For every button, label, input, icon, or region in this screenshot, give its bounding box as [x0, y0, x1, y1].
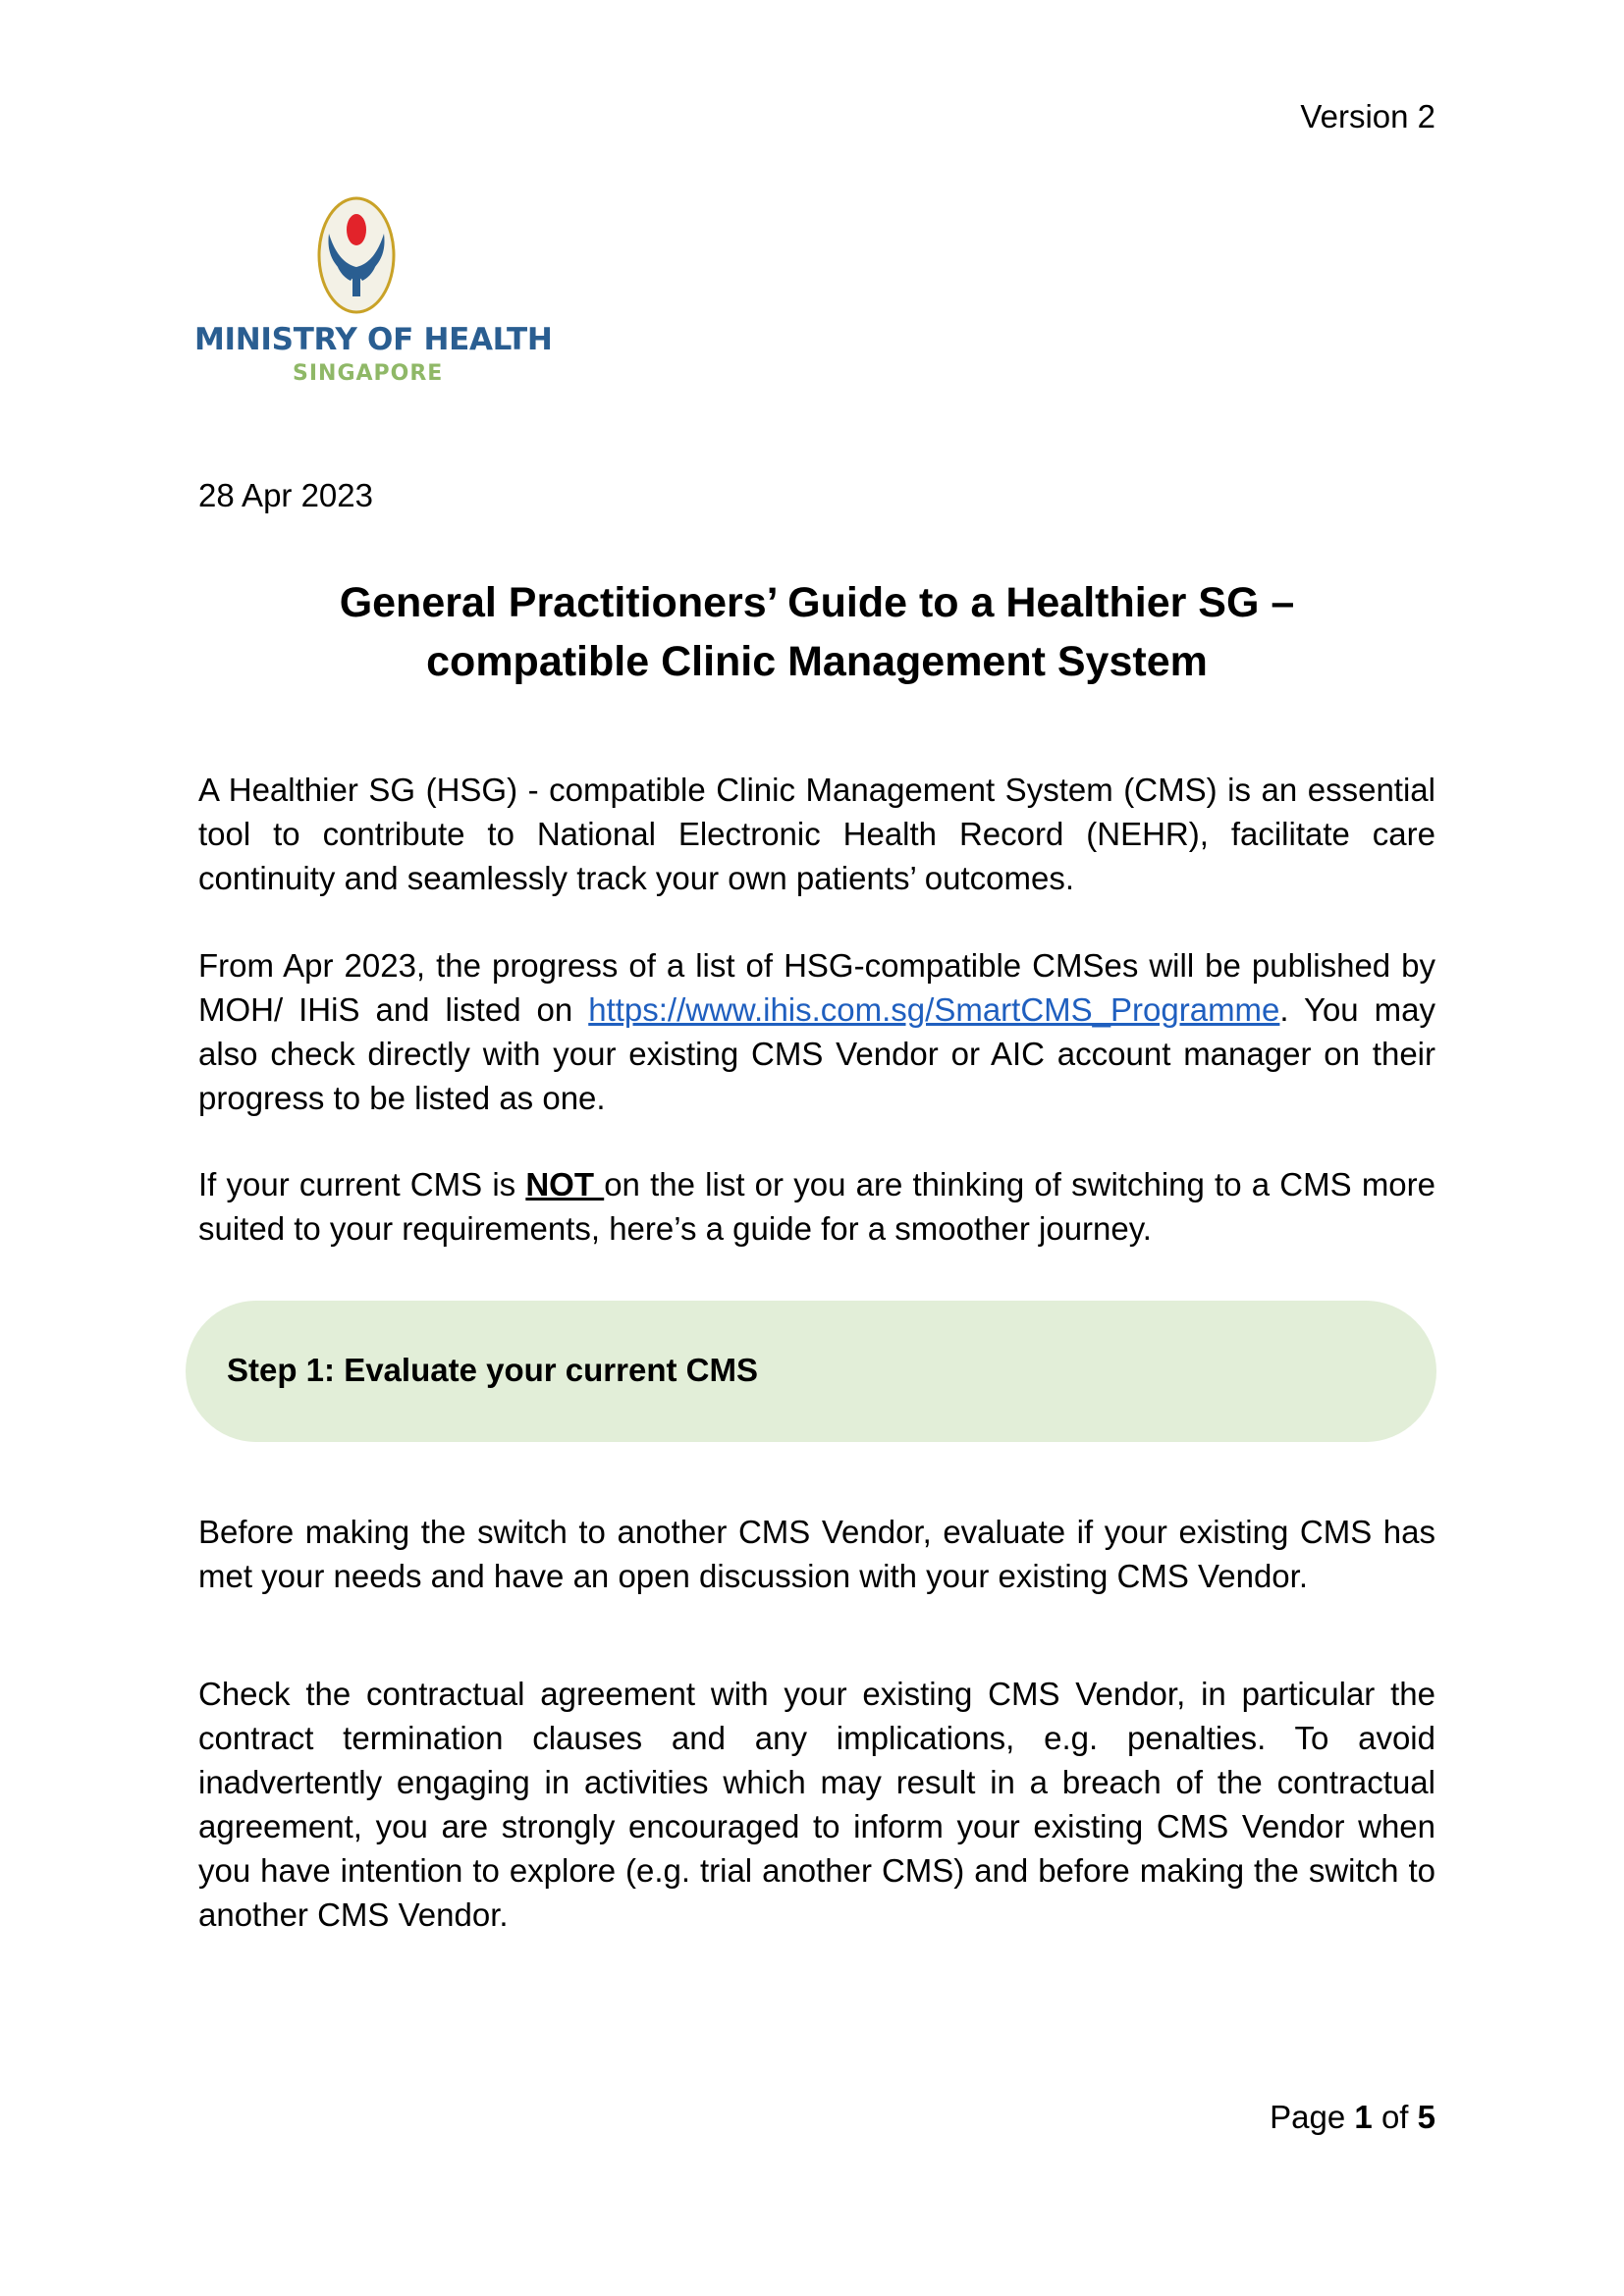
version-label: Version 2: [1300, 98, 1435, 134]
title-line-1: General Practitioners’ Guide to a Healthier SG –: [339, 579, 1295, 626]
paragraph-not-text-1: If your current CMS is: [198, 1166, 526, 1202]
page-current: 1: [1354, 2099, 1373, 2135]
page-number: [1270, 2099, 1435, 2136]
logo-ministry-text: MINISTRY OF HEALTH: [194, 322, 553, 357]
logo-country-text: SINGAPORE: [293, 361, 444, 386]
paragraph-contract: Check the contractual agreement with your existing CMS Vendor, in particular the contract termination clauses and any implications, e.g. penalties. To avoid inadvertently engaging in activities which may result in a breach of the contractual agreement, you are strongly encouraged to inform your existing CMS Vendor when you have intention to explore (e.g. trial another CMS) and before making the switch to another CMS Vendor.: [198, 1676, 1435, 1933]
document-title: [198, 573, 1435, 691]
title-line-2: compatible Clinic Management System: [426, 638, 1208, 685]
paragraph-intro: A Healthier SG (HSG) - compatible Clinic Management System (CMS) is an essential tool to contribute to National Electronic Health Record (NEHR), facilitate care continuity and seamlessly track your own patients’ outcomes.: [198, 772, 1435, 896]
step-1-banner: [186, 1301, 1436, 1442]
smartcms-programme-link[interactable]: https://www.ihis.com.sg/SmartCMS_Programme: [588, 991, 1280, 1028]
moh-emblem-icon: [315, 194, 398, 316]
paragraph-progress-text-1: From Apr 2023, the progress of a list of HSG-compatible CMSes will be published by MOH/ IHiS and listed on: [198, 947, 1435, 1028]
paragraph-evaluate: Before making the switch to another CMS Vendor, evaluate if your existing CMS has met your needs and have an open discussion with your existing CMS Vendor.: [198, 1514, 1435, 1594]
not-emphasis: NOT: [525, 1166, 605, 1202]
page-total: 5: [1417, 2099, 1435, 2135]
moh-logo: [194, 194, 553, 400]
page-of: of: [1372, 2099, 1418, 2135]
page-prefix: Page: [1270, 2099, 1355, 2135]
document-date: 28 Apr 2023: [198, 477, 373, 513]
paragraph-progress-text-2: . You may also check directly with your existing CMS Vendor or AIC account manager on their progress to be listed as one.: [198, 991, 1435, 1116]
paragraph-not-on-list: [198, 1162, 1435, 1251]
paragraph-progress: [198, 943, 1435, 1120]
step-1-label: Step 1: Evaluate your current CMS: [227, 1352, 758, 1388]
paragraph-not-text-2: on the list or you are thinking of switching to a CMS more suited to your requirements, here’s a guide for a smoother journey.: [198, 1166, 1435, 1247]
